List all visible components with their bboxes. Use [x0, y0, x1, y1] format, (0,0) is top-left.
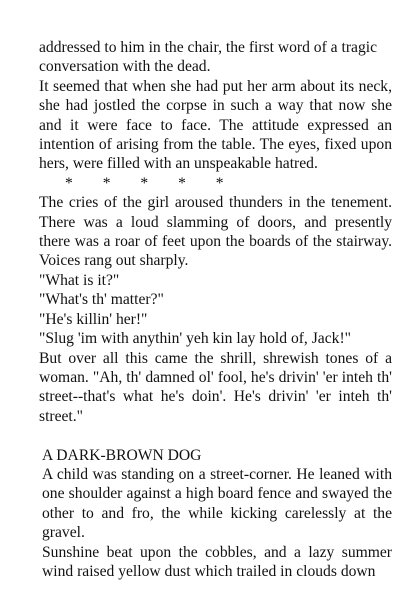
- story-text-before-break: [39, 38, 392, 174]
- paragraph: addressed to him in the chair, the first word of a tragic conversation with the dead.: [39, 39, 377, 76]
- paragraph: "Slug 'im with anythin' yeh kin lay hold of, Jack!": [39, 330, 351, 348]
- blank-line: [39, 426, 392, 445]
- chapter-heading: A DARK-BROWN DOG: [42, 446, 202, 464]
- paragraph: A child was standing on a street-corner. He leaned with one shoulder against a high board fence and swayed the other to and fro, the while kicking carelessly at the gravel.: [42, 465, 392, 542]
- story-text-after-break: [39, 193, 392, 426]
- paragraph: But over all this came the shrill, shrewish tones of a woman. "Ah, th' damned ol' fool, he's drivin' 'er inteh th' street--that's what he's doin'. He's drivin' 'er inteh th' street.": [39, 349, 392, 425]
- paragraph: It seemed that when she had put her arm about its neck, she had jostled the corpse in such a way that now she and it were face to face. The attitude expressed an intention of arising from the table. The eyes, fixed upon hers, were filled with an unspeakable hatred.: [39, 77, 392, 173]
- paragraph: Sunshine beat upon the cobbles, and a lazy summer wind raised yellow dust which trailed in clouds down: [42, 543, 392, 580]
- paragraph: "What is it?": [39, 271, 120, 289]
- chapter-text: [39, 465, 392, 581]
- paragraph: "What's th' matter?": [39, 291, 164, 309]
- section-break: * * * * *: [65, 174, 224, 192]
- paragraph: The cries of the girl aroused thunders in the tenement. There was a loud slamming of doors, and presently there was a roar of feet upon the boards of the stairway. Voices rang out sharply.: [39, 194, 392, 270]
- paragraph: "He's killin' her!": [39, 310, 148, 328]
